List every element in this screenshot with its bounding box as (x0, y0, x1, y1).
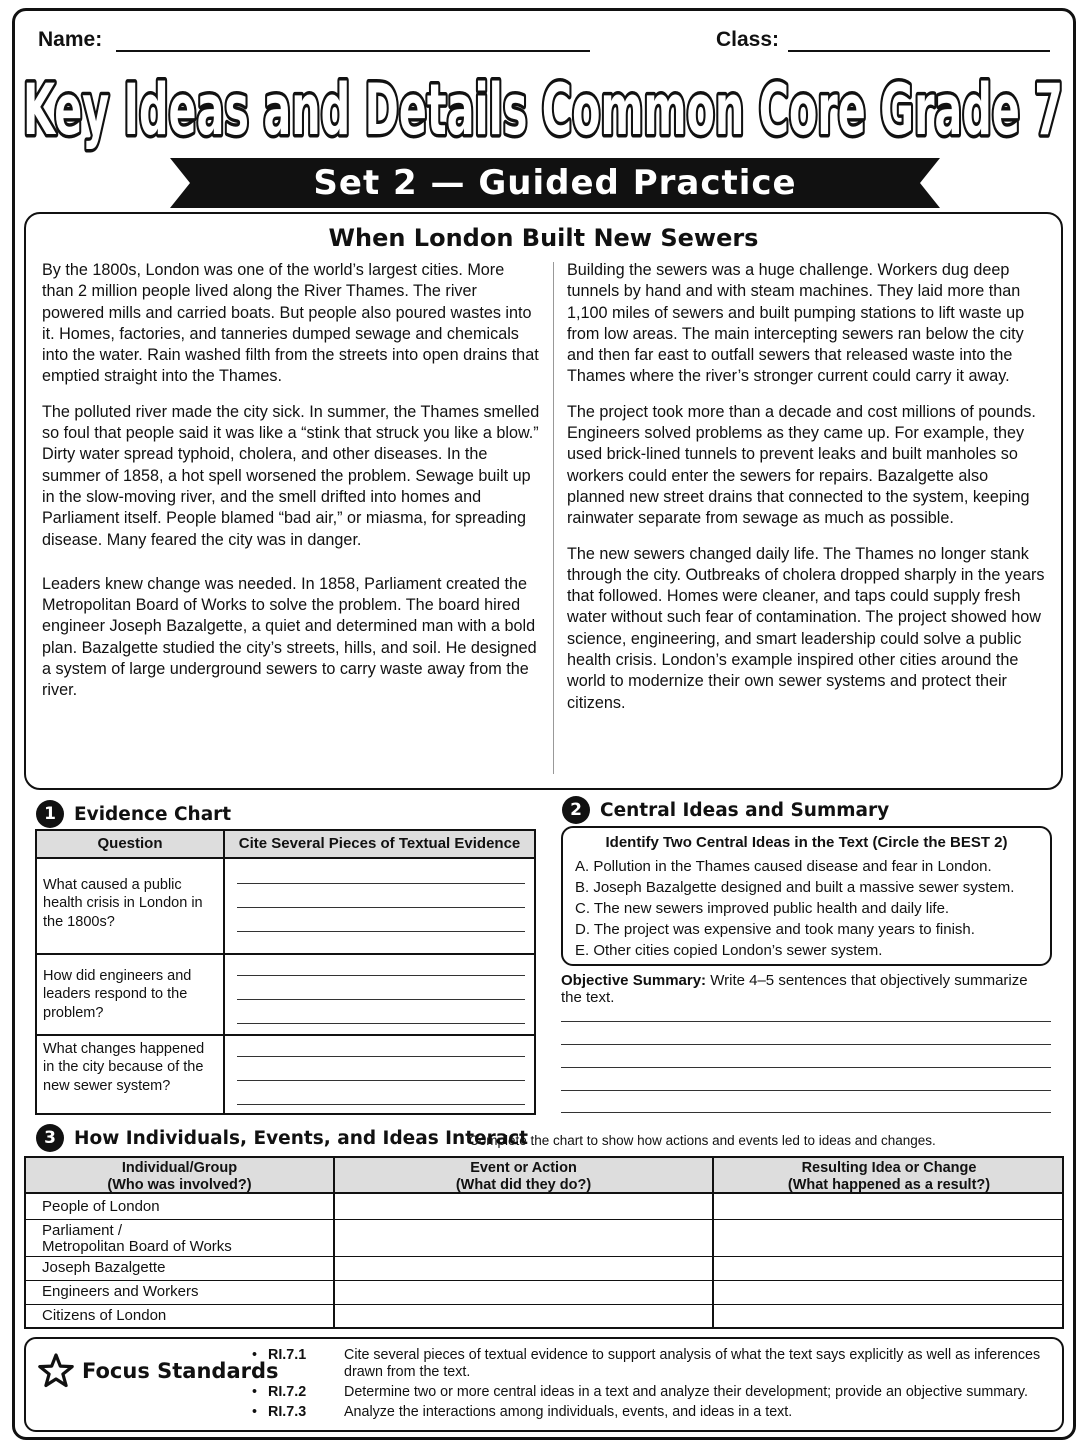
section-3-title: How Individuals, Events, and Ideas Interact (74, 1127, 529, 1149)
bullet: • (252, 1404, 258, 1420)
column-divider (553, 262, 554, 774)
answer-line[interactable] (237, 1104, 525, 1105)
table-row[interactable] (26, 1256, 1062, 1280)
answer-line[interactable] (237, 1023, 525, 1024)
evidence-question: What caused a public health crisis in London in the 1800s? (43, 877, 203, 930)
row-label: Citizens of London (42, 1307, 167, 1324)
paragraph: Building the sewers was a huge challenge. Workers dug deep tunnels by hand and with steam machines. They laid more than 1,100 miles of sewers and built pumping stations to lift waste up from low areas. The main intercepting sewers ran below the city and then far east to outfall sewers that released waste into the Thames where the river’s stronger current could carry it away. (567, 261, 1025, 386)
standard-item (252, 1384, 1062, 1401)
answer-line[interactable] (237, 975, 525, 976)
evidence-chart (35, 829, 536, 1115)
section-2-title: Central Ideas and Summary (600, 799, 890, 821)
interaction-chart (24, 1156, 1064, 1329)
row-label: Engineers and Workers (42, 1283, 199, 1300)
summary-line[interactable] (561, 1090, 1051, 1091)
focus-standards-box (24, 1337, 1064, 1432)
passage-left-column (42, 260, 540, 716)
section-3-instruction: Complete the chart to show how actions and events led to ideas and changes. (469, 1133, 936, 1148)
standard-code: RI.7.1 (268, 1347, 307, 1363)
central-idea-option[interactable]: E. Other cities copied London’s sewer system. (575, 942, 883, 959)
answer-line[interactable] (237, 1080, 525, 1081)
class-field[interactable] (788, 50, 1050, 52)
summary-label: Objective Summary: (561, 972, 707, 989)
standard-text: Analyze the interactions among individuals, events, and ideas in a text. (344, 1404, 793, 1420)
standard-text: Cite several pieces of textual evidence to support analysis of what the text says explicitly as well as inferences drawn from the text. (344, 1347, 1041, 1380)
interaction-chart-header (26, 1158, 1062, 1194)
passage-right-column (567, 260, 1049, 728)
set-banner (170, 158, 940, 208)
objective-summary-prompt (561, 972, 1051, 1006)
standard-item (252, 1347, 1062, 1381)
page-title (0, 62, 1086, 162)
summary-line[interactable] (561, 1044, 1051, 1045)
table-row (37, 859, 534, 953)
evidence-question: What changes happened in the city because of the new sewer system? (43, 1041, 205, 1094)
bullet: • (252, 1384, 258, 1400)
row-label: Joseph Bazalgette (42, 1259, 166, 1276)
section-1-title: Evidence Chart (74, 803, 232, 825)
central-idea-option[interactable]: C. The new sewers improved public health and daily life. (575, 900, 950, 917)
header-line: (Who was involved?) (107, 1176, 252, 1193)
paragraph: The polluted river made the city sick. In summer, the Thames smelled so foul that people said it was like a “stink that struck you like a blow.” Dirty water spread typhoid, cholera, and other diseases. In the summer of 1858, a hot spell worsened the problem. Sewage built up in the slow-moving river, and the smell drifted into homes and Parliament itself. People blamed “bad air,” or miasma, for spreading disease. Many feared the city was in danger. (42, 402, 540, 549)
paragraph: Leaders knew change was needed. In 1858, Parliament created the Metropolitan Board of Works to solve the problem. The board hired engineer Joseph Bazalgette, a quiet and determined man with a bold plan. Bazalgette studied the city’s streets, hills, and soil. He designed a system of large underground sewers to carry waste away from the river. (42, 574, 537, 700)
standard-text: Determine two or more central ideas in a text and analyze their development; provide an objective summary. (344, 1384, 1028, 1400)
star-icon (38, 1353, 74, 1389)
central-idea-option[interactable]: D. The project was expensive and took many years to finish. (575, 921, 975, 938)
reading-passage (24, 212, 1063, 790)
standards-list (252, 1347, 1062, 1424)
table-row (37, 1034, 534, 1115)
row-label (42, 1223, 232, 1255)
passage-title: When London Built New Sewers (328, 224, 759, 252)
section-1-heading (36, 800, 231, 828)
answer-line[interactable] (237, 907, 525, 908)
header-line: Event or Action (470, 1160, 577, 1176)
central-ideas-title: Identify Two Central Ideas in the Text (Circle the BEST 2) (605, 834, 1008, 851)
standard-item (252, 1404, 1062, 1421)
section-number-badge: 3 (36, 1124, 64, 1152)
summary-line[interactable] (561, 1067, 1051, 1068)
bullet: • (252, 1347, 258, 1363)
individual-group-header (26, 1160, 333, 1193)
row-label: People of London (42, 1198, 160, 1215)
name-class-row (36, 28, 1050, 56)
question-column-header: Question (97, 835, 163, 852)
answer-line[interactable] (237, 931, 525, 932)
table-row[interactable] (26, 1280, 1062, 1304)
header-line: Individual/Group (121, 1160, 238, 1176)
central-ideas-box (561, 826, 1052, 966)
summary-instruction: Write 4–5 sentences that objectively summarize the text. (561, 972, 1028, 1006)
section-number-badge: 1 (36, 800, 64, 828)
standard-code: RI.7.2 (268, 1384, 307, 1400)
banner-text: Set 2 — Guided Practice (313, 163, 797, 203)
section-number-badge: 2 (562, 796, 590, 824)
focus-standards-title: Focus Standards (82, 1359, 279, 1383)
summary-line[interactable] (561, 1021, 1051, 1022)
summary-line[interactable] (561, 1112, 1051, 1113)
header-line: (What happened as a result?) (787, 1176, 991, 1193)
evidence-column-header: Cite Several Pieces of Textual Evidence (223, 831, 534, 857)
header-line: Resulting Idea or Change (801, 1160, 977, 1176)
paragraph: The new sewers changed daily life. The Thames no longer stank through the city. Outbreaks of cholera dropped sharply in the years that followed. Homes were cleaner, and taps could supply fresh water without such fear of contamination. The project showed how science, engineering, and smart leadership could solve a public health crisis. London’s example inspired other cities around the world to modernize their own sewer systems and protect their citizens. (567, 544, 1045, 712)
title-text: Key Ideas and Details Common Core Grade 7 (23, 69, 1063, 151)
standard-code: RI.7.3 (268, 1404, 307, 1420)
answer-line[interactable] (237, 999, 525, 1000)
table-row[interactable] (26, 1304, 1062, 1329)
evidence-chart-header (37, 831, 534, 859)
table-row (37, 953, 534, 1034)
event-action-header (335, 1160, 712, 1193)
answer-line[interactable] (237, 883, 525, 884)
name-label: Name: (38, 28, 103, 51)
central-idea-option[interactable]: B. Joseph Bazalgette designed and built a massive sewer system. (575, 879, 1015, 896)
central-ideas-options (575, 856, 1014, 961)
section-3-heading (36, 1124, 528, 1152)
paragraph: The project took more than a decade and cost millions of pounds. Engineers solved problems as they came up. For example, they used brick-lined tunnels to prevent leaks and built manholes so workers could enter the sewers for repairs. Bazalgette also planned new street drains that connected to the system, keeping rainwater separate from sewage as much as possible. (567, 402, 1036, 528)
paragraph: By the 1800s, London was one of the world’s largest cities. More than 2 million people lived along the River Thames. The river powered mills and carried boats. But people also poured wastes into it. Homes, factories, and tanneries dumped sewage and chemicals into the water. Rain washed filth from the streets into open drains that emptied straight into the Thames. (42, 261, 539, 386)
answer-line[interactable] (237, 1056, 525, 1057)
row-label-line: Metropolitan Board of Works (42, 1238, 232, 1255)
header-line: (What did they do?) (455, 1176, 592, 1193)
evidence-question: How did engineers and leaders respond to the problem? (43, 968, 192, 1021)
central-idea-option[interactable]: A. Pollution in the Thames caused disease and fear in London. (575, 858, 992, 875)
class-label: Class: (716, 28, 780, 51)
table-row[interactable] (26, 1219, 1062, 1256)
focus-standards-heading (38, 1353, 279, 1389)
section-2-heading (562, 796, 889, 824)
resulting-change-header (714, 1160, 1064, 1193)
table-row[interactable] (26, 1194, 1062, 1219)
name-field[interactable] (116, 50, 590, 52)
row-label-line: Parliament / (42, 1222, 123, 1239)
